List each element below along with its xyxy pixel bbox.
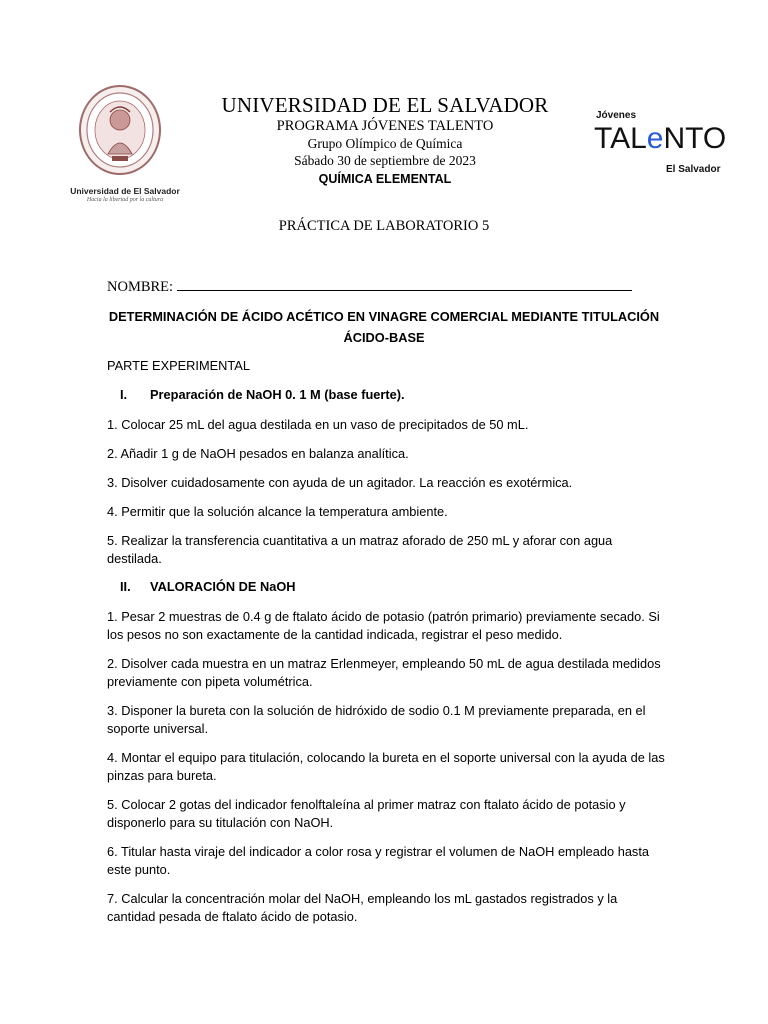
list-item: 1. Colocar 25 mL del agua destilada en un vaso de precipitados de 50 mL. <box>107 417 529 432</box>
document-body <box>107 357 667 937</box>
section-title: Preparación de NaOH 0. 1 M (base fuerte). <box>150 387 405 402</box>
group-title: Grupo Olímpico de Química <box>307 136 463 151</box>
part-label: PARTE EXPERIMENTAL <box>107 358 250 373</box>
name-blank-line <box>177 277 632 291</box>
seal-caption-name: Universidad de El Salvador <box>70 186 180 196</box>
list-item: 6. Titular hasta viraje del indicador a color rosa y registrar el volumen de NaOH empleado hasta este punto. <box>107 844 650 877</box>
section-number: I. <box>120 387 128 402</box>
logo-top-text: Jóvenes <box>596 110 637 121</box>
logo-bottom-text: El Salvador <box>666 164 721 175</box>
section-heading-1 <box>107 386 667 404</box>
jovenes-talento-logo <box>594 110 734 178</box>
list-item: 1. Pesar 2 muestras de 0.4 g de ftalato ácido de potasio (patrón primario) previamente secado. Si los pesos no son exactamente de la cantidad indicada, registrar el peso medido. <box>107 609 660 642</box>
subject-title: QUÍMICA ELEMENTAL <box>318 172 452 186</box>
logo-word-b: NTO <box>663 122 727 155</box>
list-item: 3. Disponer la bureta con la solución de hidróxido de sodio 0.1 M previamente preparada, en el soporte universal. <box>107 703 646 736</box>
list-item: 7. Calcular la concentración molar del NaOH, empleando los mL gastados registrados y la cantidad pesada de ftalato ácido de potasio. <box>107 891 618 924</box>
section-number: II. <box>120 579 131 594</box>
list-item: 5. Colocar 2 gotas del indicador fenolftaleína al primer matraz con ftalato ácido de potasio y disponerlo para su titulación con NaOH. <box>107 797 626 830</box>
name-field-row <box>107 277 632 296</box>
section-heading-2 <box>107 578 667 596</box>
list-item: 2. Disolver cada muestra en un matraz Erlenmeyer, empleando 50 mL de agua destilada medidos previamente con pipeta volumétrica. <box>107 656 661 689</box>
list-item: 4. Permitir que la solución alcance la temperatura ambiente. <box>107 504 448 519</box>
seal-caption-motto: Hacia la libertad por la cultura <box>86 197 164 203</box>
list-item: 3. Disolver cuidadosamente con ayuda de un agitador. La reacción es exotérmica. <box>107 475 573 490</box>
list-item: 2. Añadir 1 g de NaOH pesados en balanza analítica. <box>107 446 409 461</box>
logo-word-a: TAL <box>594 122 647 155</box>
list-item: 4. Montar el equipo para titulación, colocando la bureta en el soporte universal con la ayuda de las pinzas para bureta. <box>107 750 665 783</box>
name-label: NOMBRE: <box>107 279 174 295</box>
practice-title: PRÁCTICA DE LABORATORIO 5 <box>278 218 490 234</box>
section-title: VALORACIÓN DE NaOH <box>150 579 296 594</box>
logo-word <box>594 122 726 156</box>
university-seal-icon <box>78 84 162 184</box>
program-title: PROGRAMA JÓVENES TALENTO <box>276 118 494 134</box>
seal-caption <box>70 186 180 203</box>
header-block <box>180 92 590 188</box>
date-line: Sábado 30 de septiembre de 2023 <box>294 153 476 168</box>
list-item: 5. Realizar la transferencia cuantitativa a un matraz aforado de 250 mL y aforar con agua destilada. <box>107 533 613 566</box>
main-title: DETERMINACIÓN DE ÁCIDO ACÉTICO EN VINAGRE COMERCIAL MEDIANTE TITULACIÓN ÁCIDO-BASE <box>108 309 660 345</box>
logo-word-e: e <box>646 122 664 155</box>
university-title: UNIVERSIDAD DE EL SALVADOR <box>221 93 549 117</box>
